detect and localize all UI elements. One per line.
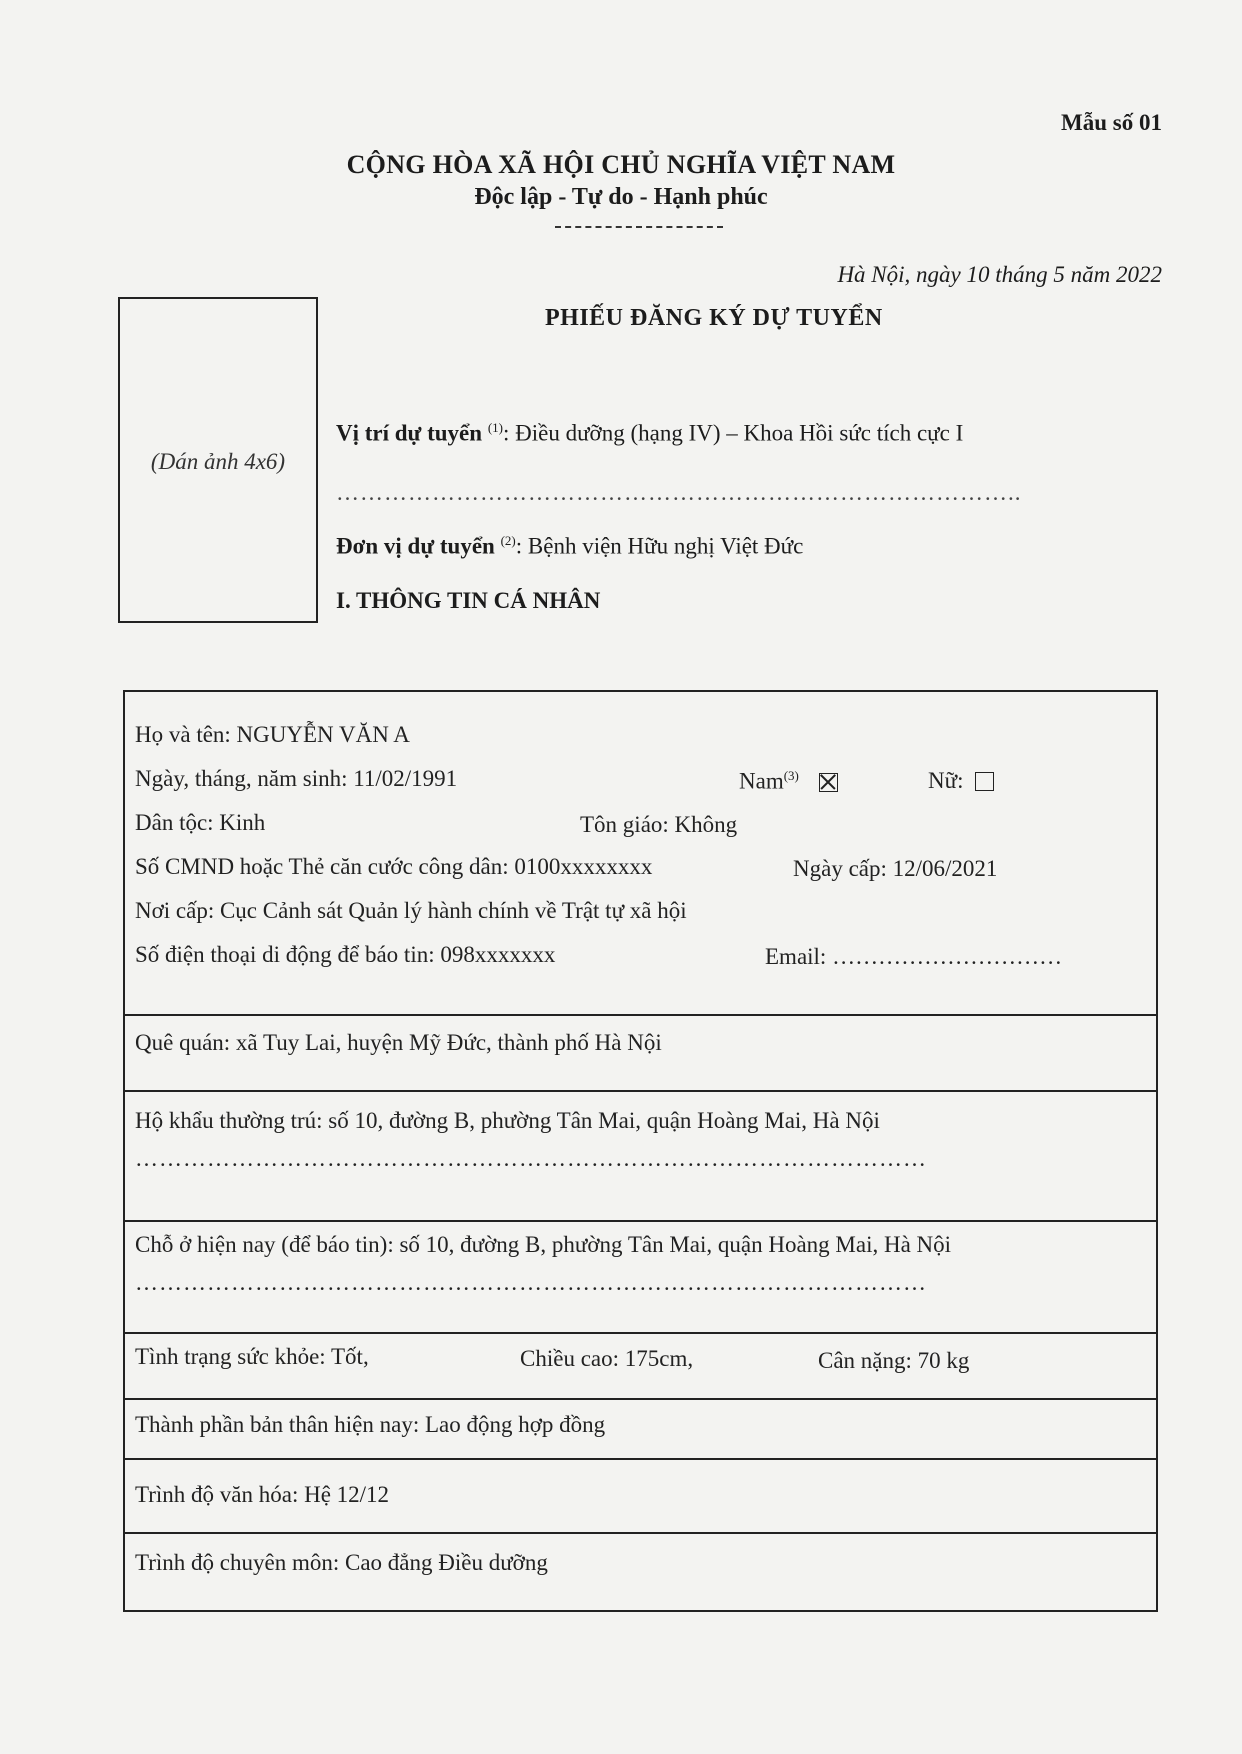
current-address: Chỗ ở hiện nay (để báo tin): số 10, đường B, phường Tân Mai, quận Hoàng Mai, Hà Nội	[135, 1232, 952, 1257]
ethnicity: Dân tộc: Kinh	[135, 810, 266, 835]
health-status: Tình trạng sức khỏe: Tốt,	[135, 1344, 369, 1369]
issue-place: Nơi cấp: Cục Cảnh sát Quản lý hành chính về Trật tự xã hội	[135, 898, 687, 923]
position-label: Vị trí dự tuyển	[336, 420, 483, 446]
id-number: Số CMND hoặc Thẻ căn cước công dân: 0100xxxxxxxx	[135, 854, 653, 879]
table-divider	[125, 1090, 1156, 1092]
gender-male-label: Nam	[739, 768, 784, 794]
unit-note: (2)	[500, 533, 516, 548]
date-of-birth: Ngày, tháng, năm sinh: 11/02/1991	[135, 766, 458, 791]
national-motto: Độc lập - Tự do - Hạnh phúc	[474, 184, 768, 210]
form-title: PHIẾU ĐĂNG KÝ DỰ TUYỂN	[545, 305, 883, 331]
current-address-dots: ………………………………………………………………………………………	[135, 1270, 927, 1295]
photo-label: (Dán ảnh 4x6)	[150, 449, 286, 474]
gender-male	[739, 768, 838, 795]
weight: Cân nặng: 70 kg	[818, 1348, 970, 1373]
table-divider	[125, 1398, 1156, 1400]
position-value: : Điều dưỡng (hạng IV) – Khoa Hồi sức tích cực I	[502, 420, 964, 446]
national-title: CỘNG HÒA XÃ HỘI CHỦ NGHĨA VIỆT NAM	[346, 150, 896, 179]
table-divider	[125, 1332, 1156, 1334]
motto-divider	[555, 226, 723, 228]
gender-female	[928, 768, 994, 794]
form-number: Mẫu số 01	[1061, 110, 1162, 135]
professional-level: Trình độ chuyên môn: Cao đẳng Điều dưỡng	[135, 1550, 548, 1575]
full-name: Họ và tên: NGUYỄN VĂN A	[135, 722, 410, 747]
table-divider	[125, 1458, 1156, 1460]
height: Chiều cao: 175cm,	[520, 1346, 694, 1371]
table-divider	[125, 1220, 1156, 1222]
female-checkbox[interactable]	[975, 772, 994, 791]
gender-female-label: Nữ:	[928, 768, 964, 793]
male-checkbox[interactable]	[819, 773, 838, 792]
permanent-address: Hộ khẩu thường trú: số 10, đường B, phường Tân Mai, quận Hoàng Mai, Hà Nội	[135, 1108, 880, 1133]
table-divider	[125, 1532, 1156, 1534]
permanent-address-dots: ………………………………………………………………………………………	[135, 1146, 927, 1171]
section-title: I. THÔNG TIN CÁ NHÂN	[336, 588, 601, 613]
issue-date: Ngày cấp: 12/06/2021	[793, 856, 998, 881]
phone-number: Số điện thoại di động để báo tin: 098xxxxxxx	[135, 942, 556, 967]
hometown: Quê quán: xã Tuy Lai, huyện Mỹ Đức, thành phố Hà Nội	[135, 1030, 662, 1055]
position-note: (1)	[487, 420, 503, 435]
gender-male-note: (3)	[783, 768, 799, 783]
unit-field	[336, 533, 803, 560]
education-level: Trình độ văn hóa: Hệ 12/12	[135, 1482, 390, 1507]
table-divider	[125, 1014, 1156, 1016]
unit-label: Đơn vị dự tuyển	[336, 533, 495, 559]
position-field	[336, 420, 963, 447]
unit-value: : Bệnh viện Hữu nghị Việt Đức	[515, 533, 804, 559]
email: Email: …………………………	[765, 944, 1063, 969]
religion: Tôn giáo: Không	[580, 812, 738, 837]
current-status: Thành phần bản thân hiện nay: Lao động hợp đồng	[135, 1412, 606, 1437]
place-date: Hà Nội, ngày 10 tháng 5 năm 2022	[837, 262, 1162, 287]
photo-placeholder	[118, 297, 318, 623]
personal-info-table	[123, 690, 1158, 1612]
position-dots-line: …………………………………………………………………………..	[336, 480, 1022, 505]
